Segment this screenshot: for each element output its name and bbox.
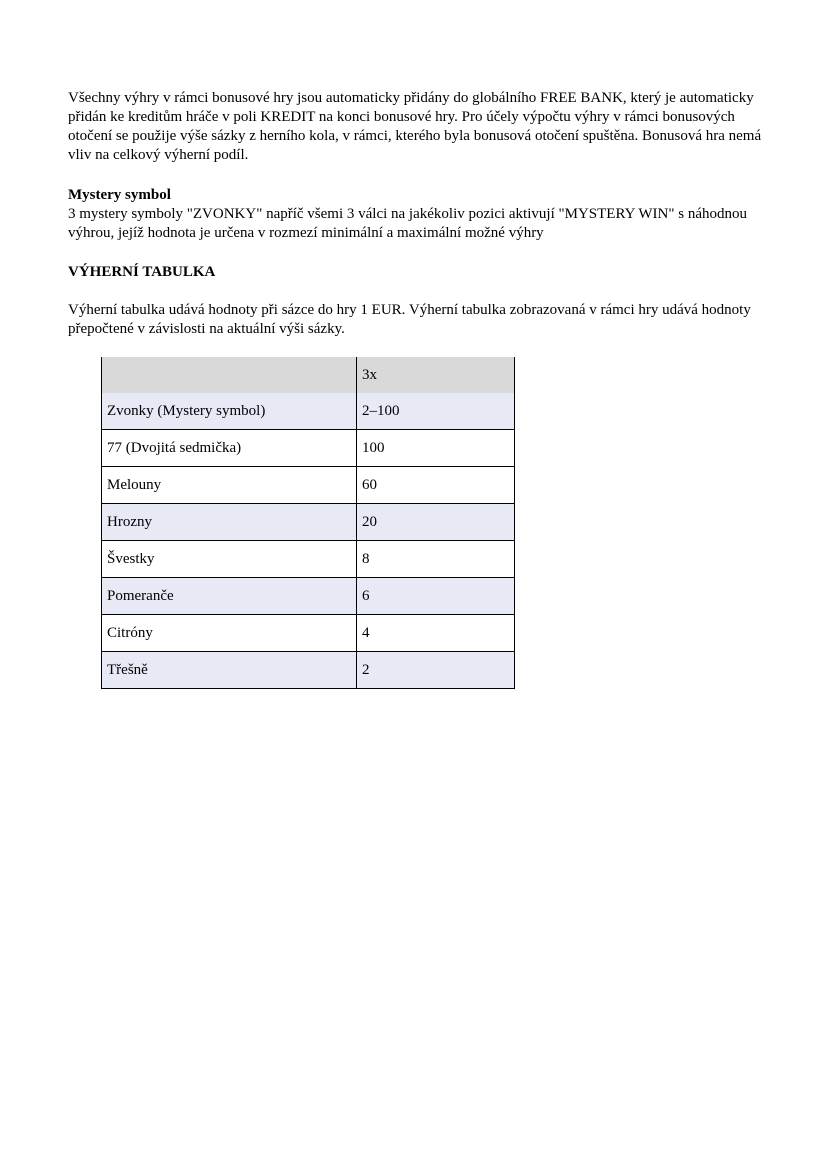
payout-cell: 20 bbox=[357, 504, 515, 541]
intro-paragraph: Všechny výhry v rámci bonusové hry jsou automaticky přidány do globálního FREE BANK, který je automaticky přidán ke kreditům hráče v poli KREDIT na konci bonusové hry. Pro účely výpočtu výhry v rámci bonusových otočení se použije výše sázky z herního kola, v rámci, kterého byla bonusová otočení spuštěna. Bonusová hra nemá vliv na celkový výherní podíl. bbox=[68, 90, 762, 163]
table-row bbox=[102, 615, 515, 652]
paytable-paragraph: Výherní tabulka udává hodnoty při sázce do hry 1 EUR. Výherní tabulka zobrazovaná v rámci hry udává hodnoty přepočtené v závislosti na aktuální výši sázky. bbox=[68, 302, 751, 337]
symbol-cell: Pomeranče bbox=[102, 578, 357, 615]
symbol-cell: Třešně bbox=[102, 652, 357, 689]
symbol-cell: 77 (Dvojitá sedmička) bbox=[102, 430, 357, 467]
symbol-cell: Melouny bbox=[102, 467, 357, 504]
table-row bbox=[102, 430, 515, 467]
payout-cell: 2–100 bbox=[357, 393, 515, 430]
header-cell: 3x bbox=[357, 357, 515, 393]
table-row bbox=[102, 393, 515, 430]
payout-cell: 6 bbox=[357, 578, 515, 615]
paytable bbox=[101, 357, 515, 689]
paytable-heading: VÝHERNÍ TABULKA bbox=[68, 264, 216, 280]
table-row bbox=[102, 578, 515, 615]
payout-cell: 60 bbox=[357, 467, 515, 504]
table-header-row bbox=[102, 357, 515, 393]
mystery-heading: Mystery symbol bbox=[68, 187, 171, 203]
symbol-cell: Švestky bbox=[102, 541, 357, 578]
table-row bbox=[102, 652, 515, 689]
payout-cell: 100 bbox=[357, 430, 515, 467]
table-row bbox=[102, 504, 515, 541]
symbol-cell: Zvonky (Mystery symbol) bbox=[102, 393, 357, 430]
symbol-cell: Citróny bbox=[102, 615, 357, 652]
table-row bbox=[102, 541, 515, 578]
payout-cell: 4 bbox=[357, 615, 515, 652]
mystery-paragraph: 3 mystery symboly "ZVONKY" napříč všemi 3 válci na jakékoliv pozici aktivují "MYSTERY WIN" s náhodnou výhrou, jejíž hodnota je určena v rozmezí minimální a maximální možné výhry bbox=[68, 206, 747, 241]
payout-cell: 2 bbox=[357, 652, 515, 689]
payout-cell: 8 bbox=[357, 541, 515, 578]
symbol-cell: Hrozny bbox=[102, 504, 357, 541]
table-row bbox=[102, 467, 515, 504]
header-cell bbox=[102, 357, 357, 393]
